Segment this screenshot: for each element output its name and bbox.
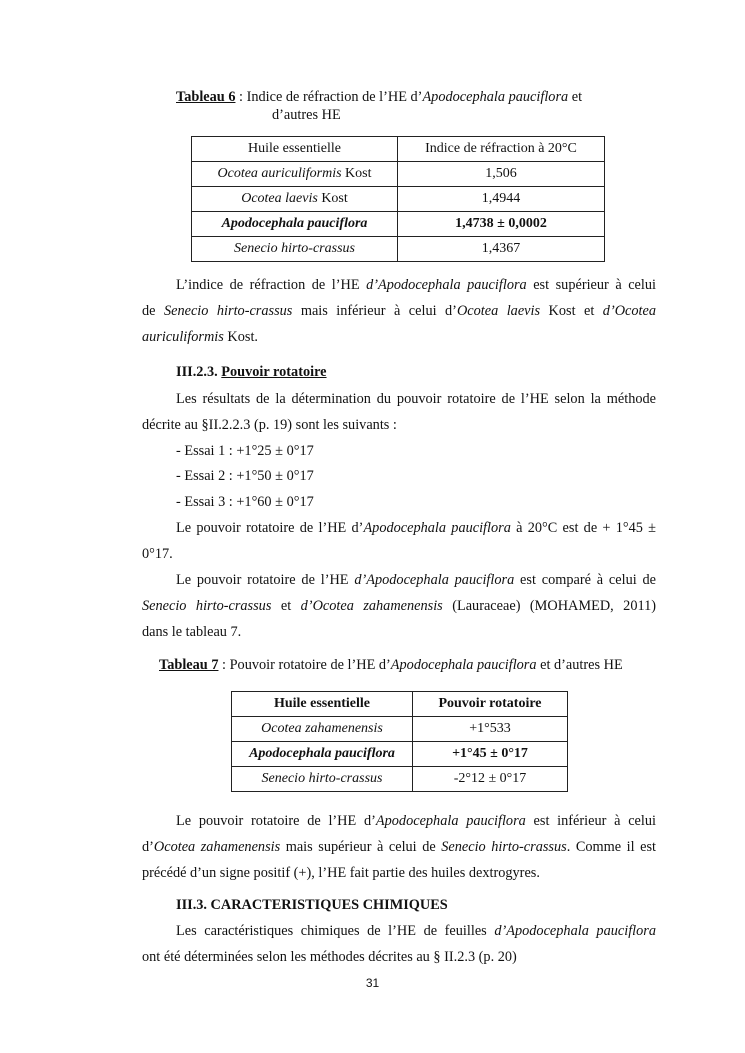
para3-line2: 0°17.	[142, 546, 173, 562]
section-heading-223	[176, 363, 656, 381]
table7-label: Tableau 7	[159, 657, 219, 673]
para5-line1: Le pouvoir rotatoire de l’HE d’Apodocephala pauciflora est inférieur à celui	[176, 813, 656, 829]
species-name: Apodocephala pauciflora	[221, 216, 368, 231]
table-header-row	[232, 692, 568, 717]
table6-label: Tableau 6	[176, 89, 236, 105]
section-title: Pouvoir rotatoire	[221, 364, 327, 380]
species-cell	[192, 212, 398, 237]
table6-caption	[176, 89, 582, 106]
para5-line2: d’Ocotea zahamenensis mais supérieur à celui de Senecio hirto-crassus. Comme il est	[142, 839, 656, 855]
table6-caption-line2: d’autres HE	[272, 107, 341, 123]
species-cell	[232, 742, 413, 767]
header-cell: Indice de réfraction à 20°C	[398, 137, 605, 162]
caption-separator: :	[218, 657, 230, 673]
section-heading-33: III.3. CARACTERISTIQUES CHIMIQUES	[176, 897, 448, 913]
page-number: 31	[365, 976, 380, 990]
species-cell	[232, 767, 413, 792]
species-cell	[192, 187, 398, 212]
species-name: Ocotea auriculiformis	[217, 166, 342, 181]
trial-3: - Essai 3 : +1°60 ± 0°17	[176, 494, 314, 510]
value-cell: 1,506	[398, 162, 605, 187]
table-row-highlighted	[192, 212, 605, 237]
value-cell: -2°12 ± 0°17	[413, 767, 568, 792]
table-row	[232, 717, 568, 742]
para3-line1: Le pouvoir rotatoire de l’HE d’Apodocephala pauciflora à 20°C est de + 1°45 ±	[176, 520, 657, 536]
value-text: 1,4738 ± 0,0002	[455, 216, 547, 231]
table7-caption-text: Pouvoir rotatoire de l’HE d’	[229, 657, 391, 673]
table7	[231, 691, 568, 792]
species-cell	[192, 162, 398, 187]
header-cell: Huile essentielle	[232, 692, 413, 717]
table-row	[192, 187, 605, 212]
para1-line1: L’indice de réfraction de l’HE d’Apodocephala pauciflora est supérieur à celui	[176, 277, 656, 293]
para2-line2: décrite au §II.2.2.3 (p. 19) sont les suivants :	[142, 417, 397, 433]
table7-caption	[159, 657, 623, 674]
para2-line1: Les résultats de la détermination du pouvoir rotatoire de l’HE selon la méthode	[176, 391, 656, 407]
species-name: Ocotea laevis	[241, 191, 318, 206]
species-name: Senecio hirto-crassus	[234, 241, 355, 256]
table-row	[192, 237, 605, 262]
header-cell: Pouvoir rotatoire	[413, 692, 568, 717]
para4-line2: Senecio hirto-crassus et d’Ocotea zahamenensis (Lauraceae) (MOHAMED, 2011)	[142, 598, 657, 614]
value-cell: +1°533	[413, 717, 568, 742]
para6-line1: Les caractéristiques chimiques de l’HE de feuilles d’Apodocephala pauciflora	[176, 923, 656, 939]
caption-separator: :	[235, 89, 247, 105]
para5-line3: précédé d’un signe positif (+), l’HE fait partie des huiles dextrogyres.	[142, 865, 540, 881]
value-cell: 1,4367	[398, 237, 605, 262]
species-name: Ocotea zahamenensis	[261, 721, 383, 736]
table-row	[192, 162, 605, 187]
table-header-row	[192, 137, 605, 162]
species-cell	[192, 237, 398, 262]
header-cell: Huile essentielle	[192, 137, 398, 162]
species-name: Apodocephala pauciflora	[249, 746, 395, 761]
species-author: Kost	[317, 191, 348, 206]
species-cell	[232, 717, 413, 742]
para4-line1: Le pouvoir rotatoire de l’HE d’Apodocephala pauciflora est comparé à celui de	[176, 572, 657, 588]
section-number: III.2.3.	[176, 364, 218, 380]
table6-caption-end: et	[568, 89, 583, 105]
table7-caption-species: Apodocephala pauciflora	[390, 657, 537, 673]
table6-caption-species: Apodocephala pauciflora	[422, 89, 569, 105]
para6-line2: ont été déterminées selon les méthodes décrites au § II.2.3 (p. 20)	[142, 949, 517, 965]
table-row-highlighted	[232, 742, 568, 767]
table6	[191, 136, 605, 262]
value-cell	[413, 742, 568, 767]
value-cell	[398, 212, 605, 237]
species-name: Senecio hirto-crassus	[261, 771, 383, 786]
para1-line2: de Senecio hirto-crassus mais inférieur à celui d’Ocotea laevis Kost et d’Ocotea	[142, 303, 656, 319]
value-cell: 1,4944	[398, 187, 605, 212]
table6-caption-text: Indice de réfraction de l’HE d’	[246, 89, 423, 105]
species-author: Kost	[341, 166, 372, 181]
value-text: +1°45 ± 0°17	[452, 746, 528, 761]
trial-2: - Essai 2 : +1°50 ± 0°17	[176, 468, 314, 484]
trial-1: - Essai 1 : +1°25 ± 0°17	[176, 443, 314, 459]
para4-line3: dans le tableau 7.	[142, 624, 242, 640]
table7-caption-end: et d’autres HE	[536, 657, 623, 673]
para1-line3: auriculiformis Kost.	[142, 329, 258, 345]
table-row	[232, 767, 568, 792]
